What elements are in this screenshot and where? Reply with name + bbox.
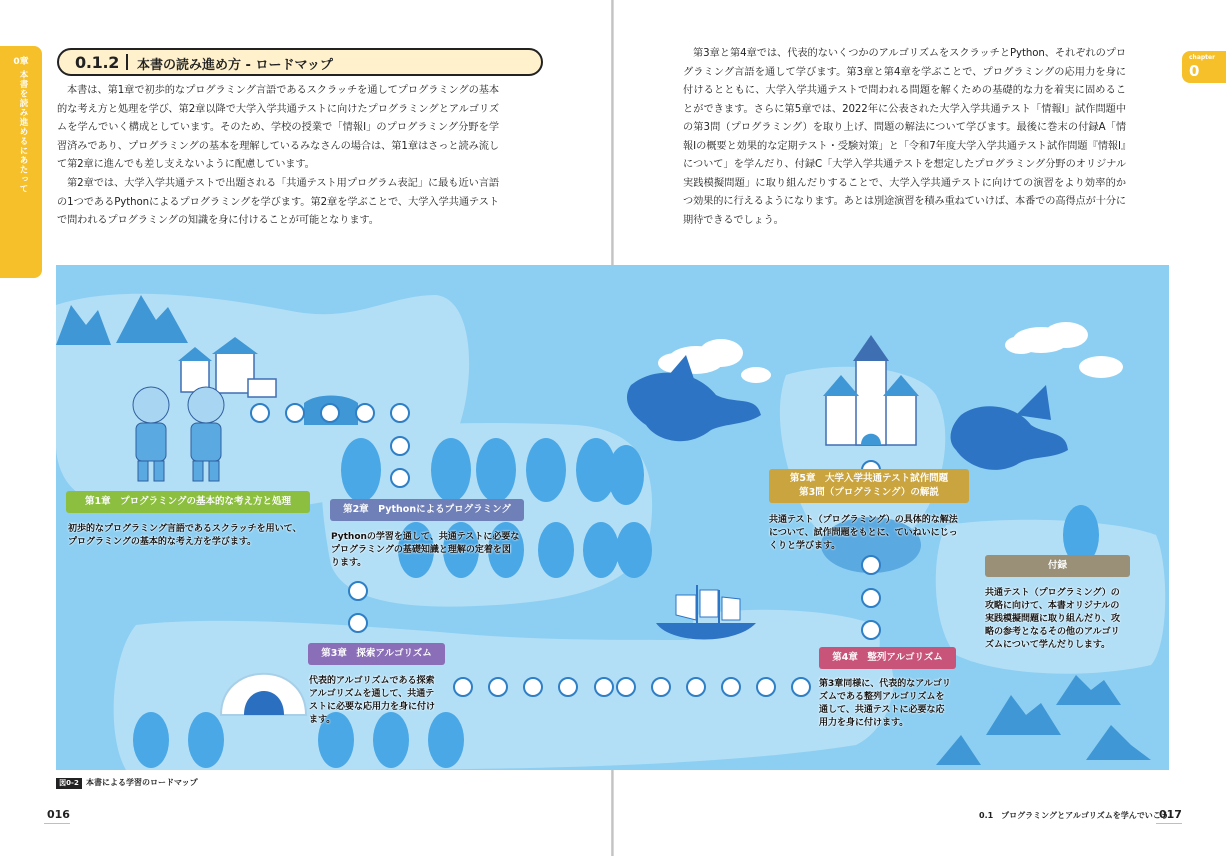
right-tab-label: chapter [1189,54,1216,61]
heading-divider [126,54,128,70]
right-paragraph-1: 第3章と第4章では、代表的ないくつかのアルゴリズムをスクラッチとPython、それぞれのプログラミング言語を通して学びます。第3章と第4章を学ぶことで、プログラミングの応用力を身に付けるとともに、大学入学共通テストで問われる問題を解くための基礎的な力を着実に固めることができます。さらに第5章では、2022年に公表された大学入学共通テスト「情報Ⅰ」試作問題中の第3問（プログラミング）を取り上げ、問題の解法について学びます。最後に巻末の付録A「情報Ⅰの概要と効果的な定期テスト・受験対策」と「令和7年度大学入学共通テスト試作問題『情報Ⅰ』について」を学んだり、付録C「大学入学共通テストを想定したプログラミング分野のオリジナル実践模擬問題」に取り組んだりすることで、大学入学共通テストに向けての演習をより効率的かつ効果的に行えるようになります。あとは別途演習を積み重ねていけば、本番での高得点が十分に期待できるでしょう。 [683,48,1126,226]
roadmap-map-art [56,265,1169,770]
chapter-2-label: 第2章 Pythonによるプログラミング [330,499,524,521]
left-tab-chapter-title: 本書を読み進めるにあたって [18,70,28,194]
right-page-number: 017 [1159,808,1182,821]
appendix-description: 共通テスト（プログラミング）の 攻略に向けて、本書オリジナルの 実践模擬問題に取り組んだり、攻 略の参考となるその他のアルゴリ ズムについて学んだりします。 [985,588,1121,650]
left-page-rule [44,823,70,824]
chapter-2-description: Pythonの学習を通して、共通テストに必要な プログラミングの基礎知識と理解の定着を図 ります。 [331,532,520,568]
right-chapter-tab [1182,51,1226,83]
right-page-rule [1156,823,1182,824]
chapter-5-description: 共通テスト（プログラミング）の具体的な解法 について、試作問題をもとに、ていねいにじっ くりと学びます。 [769,515,958,551]
chapter-1-description: 初歩的なプログラミング言語であるスクラッチを用いて、 プログラミングの基本的な考え方を学びます。 [68,524,302,547]
figure-caption: 本書による学習のロードマップ [86,778,198,787]
left-paragraph-1: 本書は、第1章で初歩的なプログラミング言語であるスクラッチを通してプログラミングの基本的な考え方と処理を学び、第2章以降で大学入学共通テストに向けたプログラミングとアルゴリズムを学んでいく構成としています。そのため、学校の授業で「情報Ⅰ」のプログラミング分野を学習済みであり、プログラミングの基本を理解しているみなさんの場合は、第1章はさっと読み流して第2章に進んでも差し支えないように配慮しています。 [57,85,499,170]
left-page-number: 016 [47,808,70,821]
chapter-4-label: 第4章 整列アルゴリズム [819,647,956,669]
section-number: 0.1.2 [75,53,120,72]
chapter-3-description: 代表的アルゴリズムである探索 アルゴリズムを通して、共通テ ストに必要な応用力を身に付け ます。 [309,676,436,725]
left-chapter-tab [0,46,42,278]
chapter-5-label: 第5章 大学入学共通テスト試作問題 第3問（プログラミング）の解説 [769,469,969,503]
chapter-1-label: 第1章 プログラミングの基本的な考え方と処理 [66,491,310,513]
section-heading [57,48,543,76]
appendix-label: 付録 [985,555,1130,577]
left-paragraph-2: 第2章では、大学入学共通テストで出題される「共通テスト用プログラム表記」に最も近い言語の1つであるPythonによるプログラミングを学びます。第2章を学ぶことで、大学入学共通テストで問われるプログラミングの知識を身に付けることが可能となります。 [57,178,499,226]
roadmap-illustration [56,265,1169,770]
running-head: 0.1 プログラミングとアルゴリズムを学んでいこう [979,811,1169,820]
section-title: 本書の読み進め方 - ロードマップ [137,58,333,73]
figure-number: 図0-2 [56,778,82,789]
chapter-4-description: 第3章同様に、代表的なアルゴリ ズムである整列アルゴリズムを 通して、共通テストに必要な応 用力を身に付けます。 [819,679,951,728]
castle [823,335,919,445]
chapter-3-label: 第3章 探索アルゴリズム [308,643,445,665]
right-tab-number: 0 [1189,62,1200,80]
left-tab-chapter-number: 0章 [13,57,29,67]
